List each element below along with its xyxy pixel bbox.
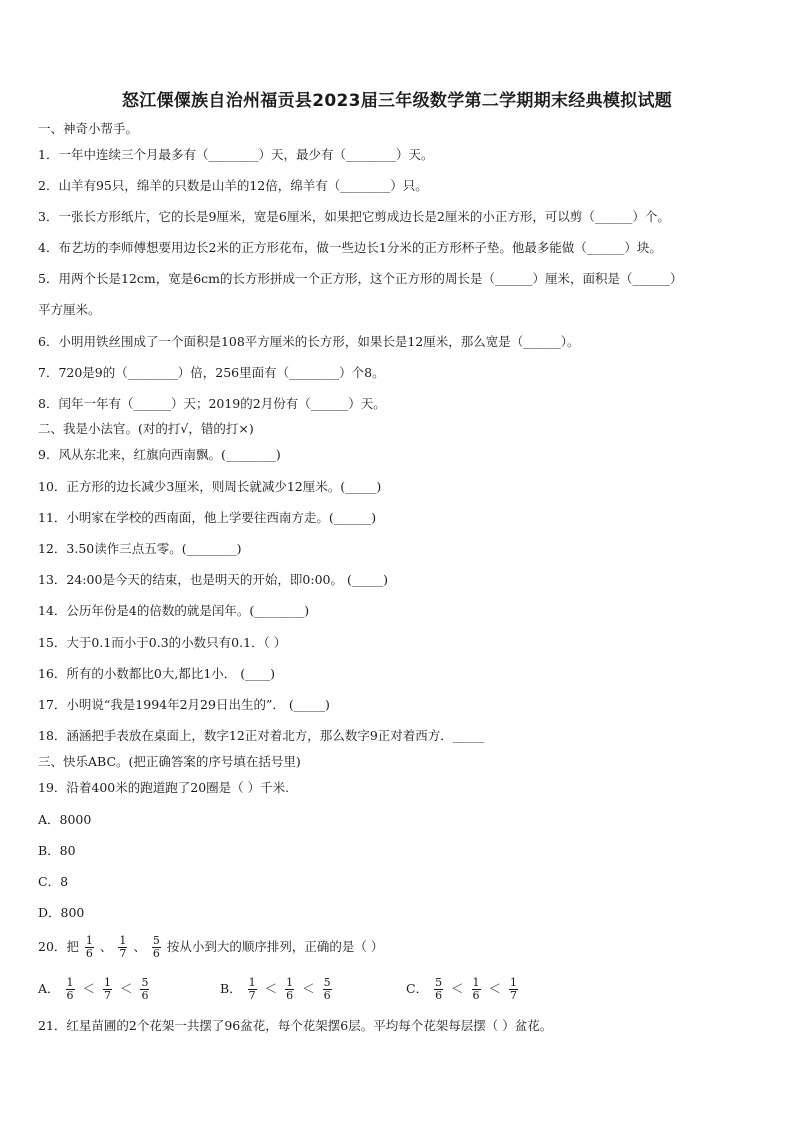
question-14: 14．公历年份是4的倍数的就是闰年。(________) <box>38 603 310 618</box>
question-13: 13．24:00是今天的结束，也是明天的开始，即0:00。 (_____) <box>38 572 388 587</box>
question-20-suffix: 按从小到大的顺序排列，正确的是（ ） <box>166 939 384 954</box>
question-19-option-b: B．80 <box>38 843 76 858</box>
question-19-option-d: D．800 <box>38 905 85 920</box>
section-1-heading: 一、神奇小帮手。 <box>38 121 139 136</box>
question-21: 21．红星苗圃的2个花架一共摆了96盆花，每个花架摆6层。平均每个花架每层摆（ ）盆花。 <box>38 1018 553 1033</box>
question-19: 19．沿着400米的跑道跑了20圈是（ ）千米. <box>38 780 290 795</box>
question-1: 1．一年中连续三个月最多有（________）天，最少有（________）天。 <box>38 147 434 162</box>
question-19-option-a: A．8000 <box>38 812 92 827</box>
question-19-option-c: C．8 <box>38 874 69 889</box>
less-than-sign: ＜ <box>488 981 502 996</box>
question-20-option-c: C． $\frac{5}{6}$ ＜ $\frac{1}{6}$ ＜ $\frac{1}{7}$ <box>406 976 518 1002</box>
less-than-sign: ＜ <box>82 981 96 996</box>
fraction-one-sixth: $\frac{1}{6}$ <box>66 976 74 1002</box>
question-2: 2．山羊有95只，绵羊的只数是山羊的12倍，绵羊有（________）只。 <box>38 178 428 193</box>
question-10: 10．正方形的边长减少3厘米，则周长就减少12厘米。(_____) <box>38 479 382 494</box>
less-than-sign: ＜ <box>264 981 278 996</box>
section-3-heading: 三、快乐ABC。(把正确答案的序号填在括号里) <box>38 754 301 769</box>
fraction-one-sixth: $\frac{1}{6}$ <box>286 976 294 1002</box>
fraction-five-sixths: $\frac{5}{6}$ <box>141 976 149 1002</box>
question-9: 9．风从东北来，红旗向西南飘。(________) <box>38 447 281 462</box>
fraction-one-seventh: $\frac{1}{7}$ <box>248 976 256 1002</box>
question-20 <box>38 932 763 962</box>
fraction-one-seventh: $\frac{1}{7}$ <box>104 976 111 1002</box>
less-than-sign: ＜ <box>302 981 315 996</box>
question-20-option-a: A． $\frac{1}{6}$ ＜ $\frac{1}{7}$ ＜ $\frac{5}{6}$ <box>38 976 149 1002</box>
fraction-one-seventh: $\frac{1}{7}$ <box>119 934 127 960</box>
comma: 、 <box>133 939 146 954</box>
question-5: 5．用两个长是12cm，宽是6cm的长方形拼成一个正方形，这个正方形的周长是（______）厘米，面积是（______） <box>38 271 683 286</box>
fraction-one-sixth: $\frac{1}{6}$ <box>85 934 93 960</box>
fraction-one-seventh: $\frac{1}{7}$ <box>510 976 518 1002</box>
question-5-continued: 平方厘米。 <box>38 302 101 317</box>
less-than-sign: ＜ <box>119 981 133 996</box>
question-4: 4．布艺坊的李师傅想要用边长2米的正方形花布，做一些边长1分米的正方形杯子垫。他最多能做（______）块。 <box>38 240 662 255</box>
question-11: 11．小明家在学校的西南面，他上学要往西南方走。(______) <box>38 510 377 525</box>
fraction-one-sixth: $\frac{1}{6}$ <box>472 976 480 1002</box>
fraction-five-sixths: $\frac{5}{6}$ <box>435 976 443 1002</box>
question-20-option-b: B． $\frac{1}{7}$ ＜ $\frac{1}{6}$ ＜ $\frac{5}{6}$ <box>220 976 331 1002</box>
question-18: 18．涵涵把手表放在桌面上，数字12正对着北方，那么数字9正对着西方．_____ <box>38 728 485 743</box>
question-17: 17．小明说“我是1994年2月29日出生的”． (_____) <box>38 697 330 712</box>
question-3: 3．一张长方形纸片，它的长是9厘米，宽是6厘米，如果把它剪成边长是2厘米的小正方形，可以剪（______）个。 <box>38 209 670 224</box>
question-16: 16．所有的小数都比0大,都比1小． (____) <box>38 666 276 681</box>
fraction-five-sixths: $\frac{5}{6}$ <box>323 976 331 1002</box>
exam-title: 怒江傈僳族自治州福贡县2023届三年级数学第二学期期末经典模拟试题 <box>121 91 673 111</box>
question-7: 7．720是9的（________）倍，256里面有（________）个8。 <box>38 365 385 380</box>
less-than-sign: ＜ <box>451 981 464 996</box>
section-2-heading: 二、我是小法官。(对的打√，错的打×) <box>38 421 254 436</box>
fraction-five-sixths: $\frac{5}{6}$ <box>152 934 160 960</box>
question-15: 15．大于0.1而小于0.3的小数只有0.1．（ ） <box>38 635 287 650</box>
question-6: 6．小明用铁丝围成了一个面积是108平方厘米的长方形，如果长是12厘米，那么宽是（______）。 <box>38 334 580 349</box>
question-8: 8．闰年一年有（______）天；2019的2月份有（______）天。 <box>38 396 386 411</box>
question-20-prefix: 20．把 <box>38 939 79 954</box>
comma: 、 <box>99 939 113 954</box>
question-12: 12．3.50读作三点五零。(________) <box>38 541 242 556</box>
